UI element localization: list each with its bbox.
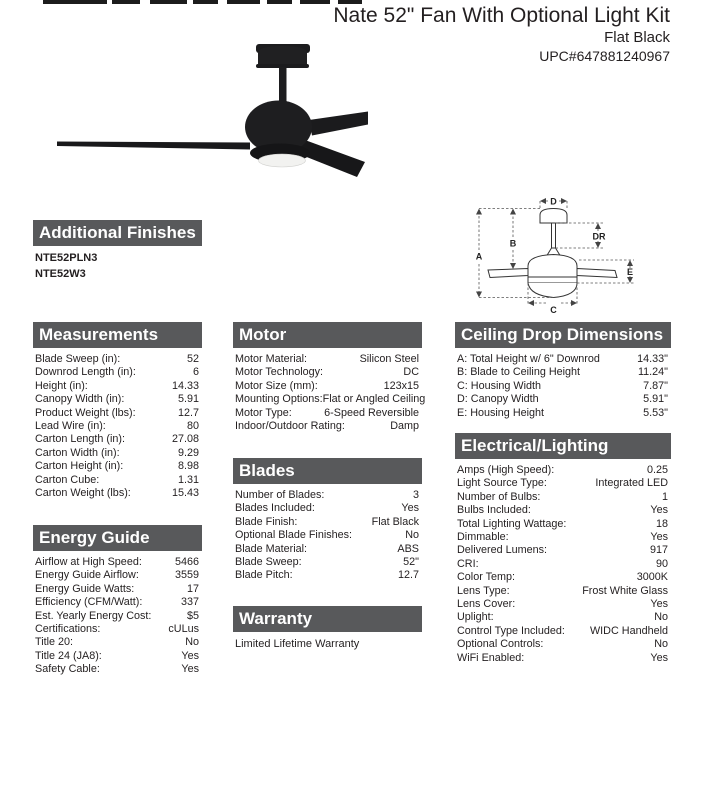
spec-row — [455, 407, 671, 420]
spec-value: Frost White Glass — [582, 584, 668, 597]
spec-row — [233, 407, 422, 420]
spec-label: Motor Technology: — [235, 366, 324, 379]
spec-row — [455, 491, 671, 504]
spec-value: 123x15 — [383, 379, 419, 392]
spec-label: Uplight: — [457, 611, 494, 624]
spec-label: Blade Material: — [235, 542, 308, 555]
spec-value: 52 — [186, 353, 199, 365]
fan-outline — [488, 209, 617, 298]
spec-label: Number of Blades: — [235, 489, 325, 501]
spec-label: Energy Guide Airflow: — [35, 569, 139, 582]
spec-value: 6 — [192, 366, 199, 379]
spec-label: Blade Sweep: — [235, 556, 302, 569]
spec-value: 12.7 — [177, 406, 199, 419]
spec-label: Light Source Type: — [457, 477, 547, 490]
spec-label: A: Total Height w/ 6" Downrod — [457, 353, 600, 365]
spec-value: 5466 — [174, 556, 199, 568]
section-header: Additional Finishes — [33, 220, 202, 246]
spec-label: Blades Included: — [235, 502, 315, 515]
section-header: Blades — [233, 458, 422, 484]
spec-label: WiFi Enabled: — [457, 651, 525, 664]
spec-value: 0.25 — [646, 464, 668, 476]
spec-row — [33, 420, 202, 433]
spec-label: Motor Type: — [235, 406, 292, 419]
spec-row — [233, 556, 422, 569]
spec-row — [33, 610, 202, 623]
dim-label-d: D — [550, 196, 557, 207]
spec-value: 15.43 — [171, 487, 199, 500]
spec-label: Efficiency (CFM/Watt): — [35, 596, 143, 609]
section-header: Energy Guide — [33, 525, 202, 551]
spec-value: Yes — [650, 504, 668, 517]
spec-value: 9.29 — [177, 446, 199, 459]
spec-table — [33, 551, 202, 677]
dim-label-dr: DR — [592, 231, 606, 242]
spec-label: Certifications: — [35, 623, 101, 636]
spec-value: 12.7 — [397, 569, 419, 582]
spec-value: 1 — [661, 490, 668, 503]
spec-label: Optional Controls: — [457, 638, 544, 651]
spec-row — [455, 518, 671, 531]
section-header: Warranty — [233, 606, 422, 632]
spec-row — [455, 558, 671, 571]
title-block — [333, 4, 670, 65]
spec-row — [33, 623, 202, 636]
spec-row — [33, 583, 202, 596]
spec-label: Blade Pitch: — [235, 569, 293, 582]
spec-row — [233, 489, 422, 502]
spec-value: 27.08 — [171, 433, 199, 446]
spec-label: Motor Material: — [235, 353, 307, 365]
section-energy-guide — [33, 525, 202, 677]
spec-table — [233, 348, 426, 433]
spec-row — [455, 464, 671, 477]
spec-label: Title 20: — [35, 636, 74, 649]
spec-label: Bulbs Included: — [457, 504, 531, 517]
spec-row — [233, 529, 422, 542]
spec-value: No — [654, 638, 668, 651]
spec-row — [455, 585, 671, 598]
spec-label: Title 24 (JA8): — [35, 649, 102, 662]
spec-row — [455, 504, 671, 517]
spec-row — [33, 474, 202, 487]
spec-row — [233, 569, 422, 582]
spec-label: E: Housing Height — [457, 406, 545, 419]
spec-label: B: Blade to Ceiling Height — [457, 366, 581, 379]
spec-label: Carton Height (in): — [35, 460, 124, 473]
spec-row — [33, 650, 202, 663]
section-electrical-lighting — [455, 433, 671, 665]
spec-value: No — [185, 636, 199, 649]
spec-label: Airflow at High Speed: — [35, 556, 142, 568]
spec-row — [33, 460, 202, 473]
spec-label: Height (in): — [35, 379, 88, 392]
spec-row — [455, 531, 671, 544]
spec-label: Delivered Lumens: — [457, 544, 548, 557]
spec-label: Indoor/Outdoor Rating: — [235, 420, 345, 433]
spec-row — [33, 636, 202, 649]
spec-label: Total Lighting Wattage: — [457, 517, 567, 530]
spec-label: Downrod Length (in): — [35, 366, 136, 379]
spec-row — [33, 487, 202, 500]
spec-row — [33, 366, 202, 379]
spec-label: Blade Sweep (in): — [35, 353, 121, 365]
spec-row — [33, 353, 202, 366]
spec-row — [33, 596, 202, 609]
finish-code: NTE52PLN3 — [35, 252, 98, 264]
fan-product-image — [28, 36, 373, 216]
spec-value: 3559 — [174, 569, 199, 582]
spec-value: Yes — [181, 663, 199, 676]
spec-row — [455, 652, 671, 665]
spec-label: Est. Yearly Energy Cost: — [35, 609, 152, 622]
spec-label: Dimmable: — [457, 531, 509, 544]
section-ceiling-drop-dimensions — [455, 322, 671, 420]
spec-label: C: Housing Width — [457, 379, 542, 392]
spec-value: Damp — [390, 420, 419, 433]
spec-label: Blade Finish: — [235, 515, 298, 528]
spec-row — [33, 433, 202, 446]
spec-value: WIDC Handheld — [589, 624, 668, 637]
spec-label: Lead Wire (in): — [35, 420, 106, 433]
spec-row — [33, 380, 202, 393]
spec-value: ABS — [397, 542, 419, 555]
spec-value: Flat or Angled Ceiling — [322, 393, 426, 406]
section-measurements — [33, 322, 202, 500]
spec-label: Optional Blade Finishes: — [235, 529, 353, 542]
product-title: Nate 52" Fan With Optional Light Kit — [333, 4, 670, 27]
spec-label: Carton Width (in): — [35, 446, 120, 459]
spec-value: No — [654, 611, 668, 624]
finish-code: NTE52W3 — [35, 267, 86, 280]
spec-value: 5.91" — [643, 393, 668, 406]
dim-label-c: C — [550, 305, 557, 315]
spec-value: cULus — [168, 623, 199, 636]
spec-label: CRI: — [457, 557, 479, 570]
section-header: Measurements — [33, 322, 202, 348]
spec-value: 337 — [180, 596, 199, 609]
spec-value: Silicon Steel — [359, 353, 419, 365]
spec-label: Lens Type: — [457, 584, 510, 597]
spec-row — [233, 353, 422, 366]
spec-value: 8.98 — [177, 460, 199, 473]
section-blades — [233, 458, 422, 583]
fan-silhouette — [57, 44, 368, 177]
spec-row — [455, 366, 671, 379]
spec-label: Color Temp: — [457, 571, 516, 584]
spec-row — [33, 569, 202, 582]
section-header: Electrical/Lighting — [455, 433, 671, 459]
spec-value: 14.33 — [171, 379, 199, 392]
spec-value: Integrated LED — [595, 477, 668, 490]
spec-value: Yes — [401, 502, 419, 515]
spec-row — [33, 556, 202, 569]
spec-label: Mounting Options: — [235, 393, 323, 406]
spec-value: 5.91 — [177, 393, 199, 406]
spec-table — [33, 348, 202, 500]
spec-row — [33, 393, 202, 406]
section-header: Motor — [233, 322, 422, 348]
spec-row — [455, 393, 671, 406]
spec-row — [233, 393, 426, 406]
spec-row — [33, 663, 202, 676]
spec-label: D: Canopy Width — [457, 393, 539, 406]
spec-value: 917 — [649, 544, 668, 557]
spec-row — [455, 380, 671, 393]
product-upc: UPC#647881240967 — [539, 48, 670, 64]
spec-label: Safety Cable: — [35, 663, 100, 676]
spec-value: 18 — [655, 517, 668, 530]
spec-value: 3 — [412, 489, 419, 501]
spec-value: 7.87" — [643, 379, 668, 392]
spec-label: Canopy Width (in): — [35, 393, 125, 406]
section-motor — [233, 322, 426, 433]
spec-value: 6-Speed Reversible — [324, 406, 419, 419]
spec-label: Number of Bulbs: — [457, 490, 541, 503]
spec-value: 1.31 — [177, 473, 199, 486]
spec-value: DC — [403, 366, 419, 379]
spec-row — [233, 502, 422, 515]
spec-row — [33, 447, 202, 460]
spec-value: Flat Black — [371, 515, 419, 528]
light-lens — [259, 154, 306, 167]
spec-label: Carton Weight (lbs): — [35, 487, 131, 500]
dim-label-e: E — [626, 267, 634, 277]
spec-label: Control Type Included: — [457, 624, 565, 637]
spec-row — [233, 516, 422, 529]
spec-row — [455, 571, 671, 584]
spec-value: 11.24" — [637, 366, 668, 379]
spec-label: Product Weight (lbs): — [35, 406, 136, 419]
spec-row — [233, 543, 422, 556]
dim-label-a: A — [475, 251, 483, 262]
spec-value: 3000K — [636, 571, 668, 584]
spec-table — [455, 459, 671, 665]
spec-row — [455, 353, 671, 366]
spec-value: 90 — [655, 557, 668, 570]
dimension-diagram — [462, 182, 662, 317]
spec-row — [455, 638, 671, 651]
product-finish: Flat Black — [604, 29, 670, 46]
spec-row — [233, 380, 422, 393]
spec-value: Yes — [181, 649, 199, 662]
spec-label: Carton Length (in): — [35, 433, 126, 446]
section-additional-finishes — [33, 220, 202, 282]
spec-value: Yes — [650, 651, 668, 664]
spec-value: $5 — [186, 609, 199, 622]
spec-value: 80 — [186, 420, 199, 433]
finish-code-list — [33, 246, 202, 282]
section-warranty — [233, 606, 422, 651]
spec-label: Lens Cover: — [457, 598, 516, 611]
dim-label-b: B — [509, 238, 517, 249]
spec-row — [455, 477, 671, 490]
spec-label: Motor Size (mm): — [235, 379, 318, 392]
warranty-text: Limited Lifetime Warranty — [235, 638, 360, 650]
spec-row — [233, 420, 422, 433]
spec-value: 52" — [403, 556, 419, 569]
spec-row — [33, 407, 202, 420]
spec-label: Energy Guide Watts: — [35, 582, 135, 595]
spec-label: Carton Cube: — [35, 473, 100, 486]
spec-row — [455, 625, 671, 638]
spec-table — [233, 484, 422, 583]
spec-table — [455, 348, 671, 420]
spec-row — [455, 544, 671, 557]
spec-row — [455, 611, 671, 624]
spec-value: 5.53" — [643, 406, 668, 419]
spec-row — [233, 366, 422, 379]
spec-value: No — [405, 529, 419, 542]
spec-label: Amps (High Speed): — [457, 464, 555, 476]
spec-value: Yes — [650, 531, 668, 544]
section-header: Ceiling Drop Dimensions — [455, 322, 671, 348]
spec-row — [455, 598, 671, 611]
spec-value: 14.33" — [637, 353, 668, 365]
spec-value: Yes — [650, 598, 668, 611]
spec-value: 17 — [186, 582, 199, 595]
